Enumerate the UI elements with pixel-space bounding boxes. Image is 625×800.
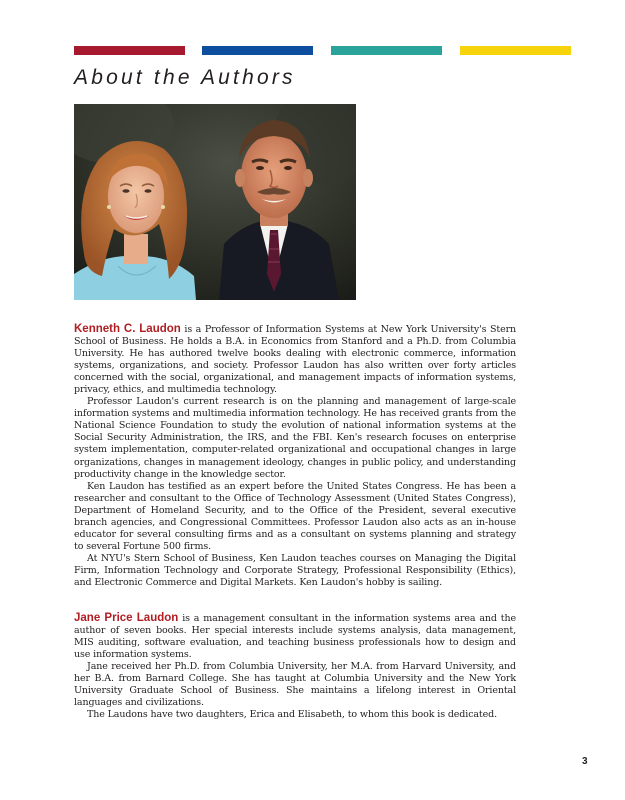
jane-laudon-bio <box>74 612 516 721</box>
page-title: About the Authors <box>74 66 296 89</box>
jane-intro-paragraph <box>74 612 516 661</box>
kenneth-laudon-bio <box>74 323 516 589</box>
page-number: 3 <box>582 756 588 767</box>
kenneth-paragraph-teaching: At NYU's Stern School of Business, Ken Laudon teaches courses on Managing the Digital Firm, Information Technology and Corporate Strategy, Professional Responsibility (Ethics), and Electronic Commerce and Digital Markets. Ken Laudon's hobby is sailing. <box>74 552 516 588</box>
kenneth-laudon-name: Kenneth C. Laudon <box>74 323 181 335</box>
color-bar-blue <box>202 46 313 55</box>
jane-paragraph-education: Jane received her Ph.D. from Columbia University, her M.A. from Harvard University, and her B.A. from Barnard College. She has taught at Columbia University and the New York University Graduate School of Business. She maintains a lifelong interest in Oriental languages and civilizations. <box>74 661 516 709</box>
color-bar-red <box>74 46 185 55</box>
kenneth-paragraph-testimony: Ken Laudon has testified as an expert before the United States Congress. He has been a researcher and consultant to the Office of Technology Assessment (United States Congress), Department of Homeland Security, and to the Office of the President, several executive branch agencies, and Congressional Committees. Professor Laudon also acts as an in-house educator for several consulting firms and as a consultant on systems planning and strategy to several Fortune 500 firms. <box>74 480 516 552</box>
jane-paragraph-dedication: The Laudons have two daughters, Erica and Elisabeth, to whom this book is dedicated. <box>87 709 497 721</box>
color-bar-teal <box>331 46 442 55</box>
kenneth-paragraph-research: Professor Laudon's current research is on the planning and management of large-scale information systems and multimedia information technology. He has received grants from the National Science Foundation to study the evolution of national information systems at the Social Security Administration, the IRS, and the FBI. Ken's research focuses on enterprise system implementation, computer-related organizational and occupational changes in large organizations, changes in management ideology, changes in public policy, and understanding productivity change in the knowledge sector. <box>74 396 516 480</box>
authors-photo <box>74 104 356 300</box>
color-bars <box>74 46 571 55</box>
kenneth-intro-paragraph <box>74 323 516 396</box>
jane-intro-text: is a management consultant in the information systems area and the author of seven books. Her special interests include systems analysis, data management, MIS auditing, software evaluation, and teaching business professionals how to design and use information systems. <box>74 613 516 661</box>
jane-laudon-name: Jane Price Laudon <box>74 612 179 624</box>
kenneth-intro-text: is a Professor of Information Systems at New York University's Stern School of Business. He holds a B.A. in Economics from Stanford and a Ph.D. from Columbia University. He has authored twelve books dealing with electronic commerce, information systems, organizations, and society. Professor Laudon has also written over forty articles concerned with the social, organizational, and management impacts of information systems, privacy, ethics, and multimedia technology. <box>74 324 516 396</box>
color-bar-yellow <box>460 46 571 55</box>
